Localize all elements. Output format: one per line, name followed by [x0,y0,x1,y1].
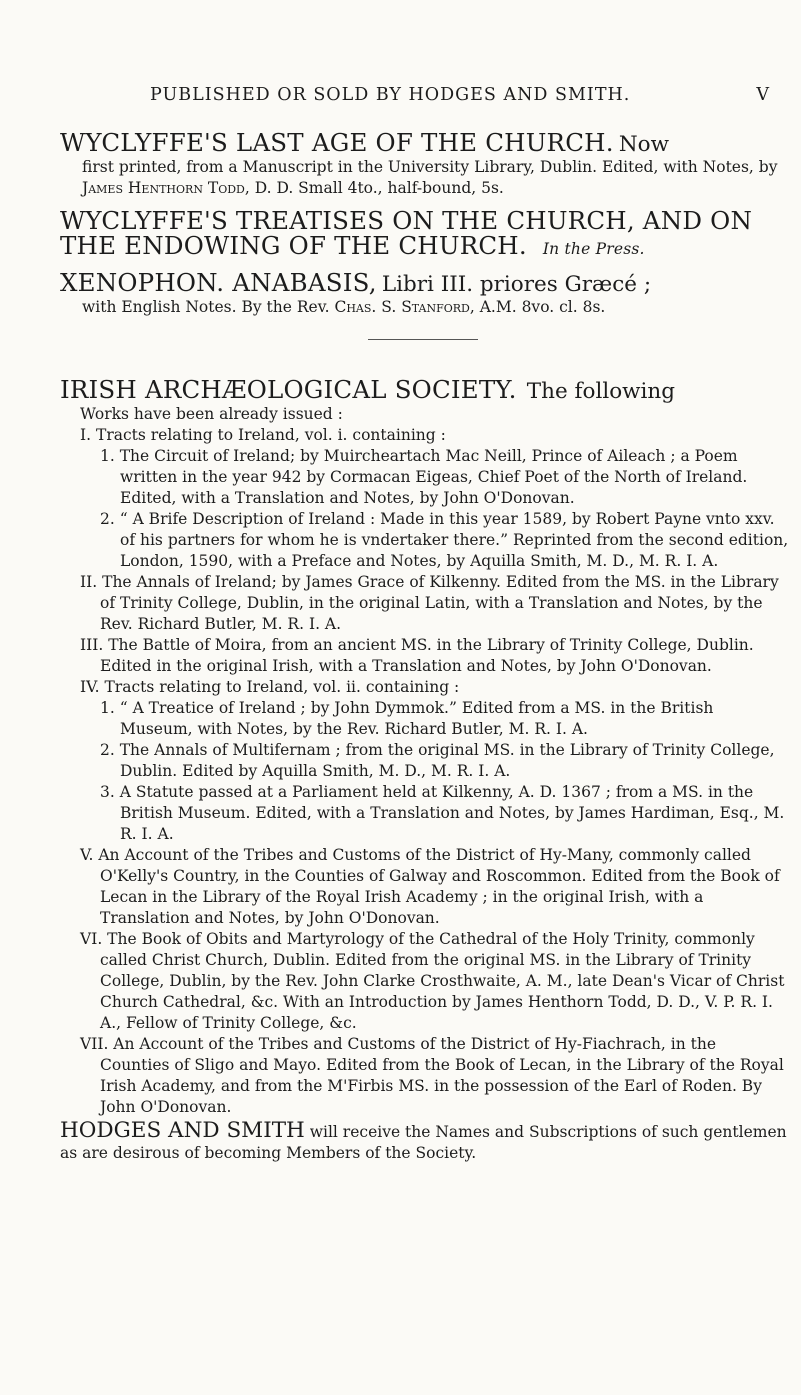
society-intro-b: Works have been already issued : [80,405,343,423]
work-entry: VI. The Book of Obits and Martyrology of the Cathedral of the Holy Trinity, commonly called Christ Church, Dublin. Edited from the original MS. in the Library of Trinity College, Dublin, by the Rev. John Clarke Crosthwaite, A. M., late Dean's Vicar of Christ Church Cathedral, &c. With an Introduction by James Henthorn Todd, D. D., V. P. R. I. A., Fellow of Trinity College, &c. [80,930,785,1032]
section-divider [368,339,478,340]
ad-tail: , D. D. Small 4to., half-bound, 5s. [244,178,504,197]
work-entry: 1. “ A Treatice of Ireland ; by John Dymmok.” Edited from a MS. in the British Museum, with Notes, by the Rev. Richard Butler, M. R. I. A. [100,699,714,738]
page-number: V [756,85,770,105]
society-intro-a: The following [526,379,676,404]
ad-wyclyffe-treatises [60,208,790,260]
ad-editor: Chas. S. Stanford [334,298,470,316]
ad-xenophon [60,268,790,318]
ad-body: first printed, from a Manuscript in the University Library, Dublin. Edited, with Notes, by [82,158,778,176]
header-title: PUBLISHED OR SOLD BY HODGES AND SMITH. [150,85,631,105]
work-entry: II. The Annals of Ireland; by James Grace of Kilkenny. Edited from the MS. in the Library of Trinity College, Dublin, in the original Latin, with a Translation and Notes, by the Rev. Richard Butler, M. R. I. A. [80,573,779,633]
work-entry: IV. Tracts relating to Ireland, vol. ii. containing : [80,678,460,696]
ad-title-text: WYCLYFFE'S TREATISES ON THE CHURCH, AND ON THE ENDOWING OF THE CHURCH. [60,206,753,260]
ad-lead: Now [618,132,669,157]
work-entry: 2. The Annals of Multifernam ; from the original MS. in the Library of Trinity College, Dublin. Edited by Aquilla Smith, M. D., M. R. I. A. [100,741,775,780]
ad-title [60,208,790,260]
work-entry: 2. “ A Brife Description of Ireland : Made in this year 1589, by Robert Payne vnto xxv. of his partners for whom he is vndertaker there.” Reprinted from the second edition, London, 1590, with a Preface and Notes, by Aquilla Smith, M. D., M. R. I. A. [100,510,789,570]
work-entry: 3. A Statute passed at a Parliament held at Kilkenny, A. D. 1367 ; from a MS. in the British Museum. Edited, with a Translation and Notes, by James Hardiman, Esq., M. R. I. A. [100,783,785,843]
footer-title: HODGES AND SMITH [60,1118,305,1143]
work-entry: III. The Battle of Moira, from an ancient MS. in the Library of Trinity College, Dublin. Edited in the original Irish, with a Translation and Notes, by John O'Donovan. [80,636,754,675]
ad-tail: , A.M. 8vo. cl. 8s. [469,298,606,316]
work-entry: VII. An Account of the Tribes and Customs of the District of Hy-Fiachrach, in the Counties of Sligo and Mayo. Edited from the Book of Lecan, in the Library of the Royal Irish Academy, and from the M'Firbis MS. in the possession of the Earl of Roden. By John O'Donovan. [80,1035,784,1116]
work-entry: V. An Account of the Tribes and Customs of the District of Hy-Many, commonly called O'Kelly's Country, in the Counties of Galway and Roscommon. Edited from the Book of Lecan in the Library of the Royal Irish Academy ; in the original Irish, with a Translation and Notes, by John O'Donovan. [80,846,780,927]
work-entry: 1. The Circuit of Ireland; by Muircheartach Mac Neill, Prince of Aileach ; a Poem written in the year 942 by Cormacan Eigeas, Chief Poet of the North of Ireland. Edited, with a Translation and Notes, by John O'Donovan. [100,447,748,507]
ad-title: WYCLYFFE'S LAST AGE OF THE CHURCH. [60,128,614,157]
ad-editor: James Henthorn Todd [82,178,245,197]
irish-archaeological-society [60,375,790,1164]
ad-lead: Libri III. priores Græcé ; [381,272,652,297]
ad-title: XENOPHON. ANABASIS, [60,268,377,297]
footer-text: will receive the Names and Subscriptions of such gentlemen as are desirous of becoming Members of the Society. [60,1123,787,1162]
ad-wyclyffe-last-age [60,128,790,198]
society-title: IRISH ARCHÆOLOGICAL SOCIETY. [60,375,517,404]
ad-body: with English Notes. By the Rev. [82,298,330,316]
running-header [150,85,770,105]
work-entry: I. Tracts relating to Ireland, vol. i. containing : [80,426,446,444]
ad-note: In the Press. [542,240,645,258]
